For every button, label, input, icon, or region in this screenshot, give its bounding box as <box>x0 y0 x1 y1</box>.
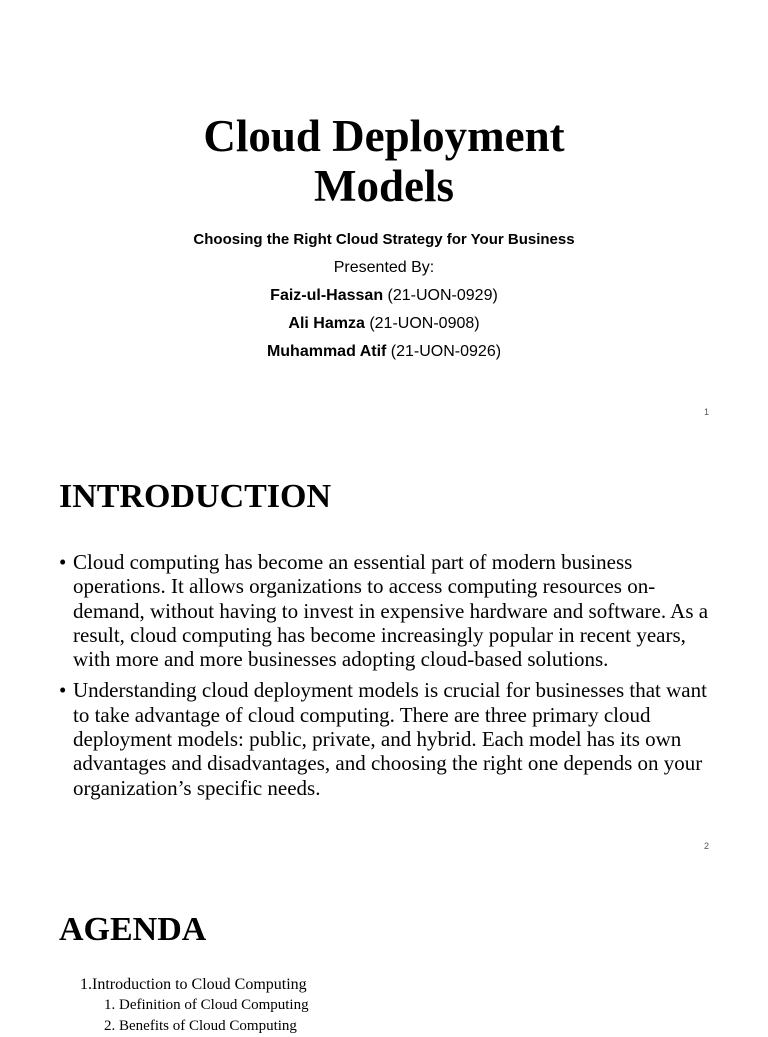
presenter-id: (21-UON-0929) <box>387 287 498 304</box>
slide-heading: AGENDA <box>59 911 207 948</box>
page-number: 1 <box>703 407 709 417</box>
bullet-text: Cloud computing has become an essential part of modern business operations. It allows organizations to access computing resources on-demand, without having to invest in expensive hardware and software. As a result, cloud computing has become increasingly popular in recent years, with more and more businesses adopting cloud-based solutions. <box>73 550 709 672</box>
bullet-icon: • <box>59 678 67 703</box>
agenda-sublist <box>80 995 309 1037</box>
presenter-id: (21-UON-0926) <box>390 343 502 360</box>
presenter-line <box>0 342 768 362</box>
slide-title-line-2: Models <box>314 161 454 211</box>
bullet-item <box>59 550 719 671</box>
bullet-list <box>59 550 719 807</box>
bullet-item <box>59 678 719 799</box>
presenter-name: Ali Hamza <box>288 315 365 332</box>
slide-subtitle: Choosing the Right Cloud Strategy for Your Business <box>193 231 575 248</box>
presented-by-label: Presented By: <box>333 259 435 276</box>
slide-heading: INTRODUCTION <box>59 478 332 515</box>
slide-title-line-1: Cloud Deployment <box>203 111 565 161</box>
agenda-item-label: 1.Introduction to Cloud Computing <box>80 976 307 993</box>
presenter-name: Faiz-ul-Hassan <box>270 287 384 304</box>
agenda-subitem: 2. Benefits of Cloud Computing <box>104 1018 297 1034</box>
presenter-name: Muhammad Atif <box>266 343 387 360</box>
agenda-item <box>80 975 309 1037</box>
presenter-line <box>0 286 768 306</box>
presenter-line <box>0 314 768 334</box>
introduction-slide <box>0 432 768 864</box>
page-number: 2 <box>703 841 709 851</box>
agenda-list <box>80 975 309 1037</box>
title-slide <box>0 0 768 432</box>
agenda-subitem: 1. Definition of Cloud Computing <box>104 997 309 1013</box>
bullet-text: Understanding cloud deployment models is crucial for businesses that want to take advantage of cloud computing. There are three primary cloud deployment models: public, private, and hybrid. Each model has its own advantages and disadvantages, and choosing the right one depends on your organization’s specific needs. <box>73 678 707 800</box>
bullet-icon: • <box>59 550 67 574</box>
agenda-slide <box>0 864 768 1034</box>
presenter-id: (21-UON-0908) <box>369 315 480 332</box>
